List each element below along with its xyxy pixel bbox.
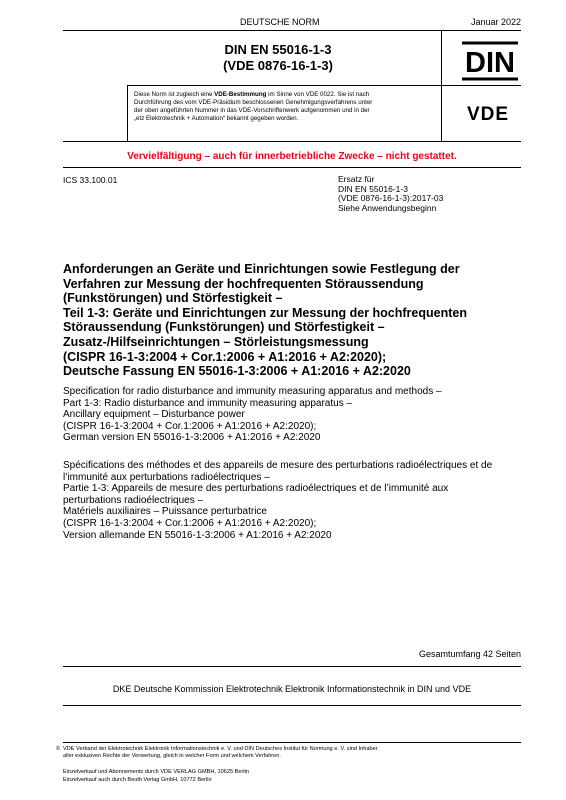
note-bold: VDE-Bestimmung xyxy=(214,91,267,98)
warning-divider xyxy=(63,167,521,168)
sales-line: Einzelverkauf und Abonnements durch VDE VERLAG GMBH, 10625 Berlin xyxy=(63,769,249,775)
title-de-line: Anforderungen an Geräte und Einrichtungen sowie Festlegung der xyxy=(63,262,460,276)
title-fr-line: Matériels auxiliaires – Puissance perturbatrice xyxy=(63,506,267,518)
dke-commission: DKE Deutsche Kommission Elektrotechnik Elektronik Informationstechnik in DIN und VDE xyxy=(112,684,472,694)
header-divider xyxy=(63,30,521,31)
note-left-divider xyxy=(127,85,128,141)
reproduction-warning: Vervielfältigung – auch für innerbetriebliche Zwecke – nicht gestattet. xyxy=(127,151,457,162)
note-line4: „etz Elektrotechnik + Automation“ bekannt gegeben worden. xyxy=(134,115,299,122)
title-de-line: (CISPR 16-1-3:2004 + Cor.1:2006 + A1:2016 + A2:2020); xyxy=(63,349,387,364)
replacement-line: (VDE 0876-16-1-3):2017-03 xyxy=(338,193,444,204)
publication-date: Januar 2022 xyxy=(470,17,521,27)
title-fr-line: l’immunité aux perturbations radioélectriques – xyxy=(63,471,270,483)
copyright-line1: VDE Verband der Elektrotechnik Elektronik Informationstechnik e. V. und DIN Deutsches Institut für Normung e. V. sind Inhaber xyxy=(63,746,378,752)
title-en-line: German version EN 55016-1-3:2006 + A1:2016 + A2:2020 xyxy=(63,432,321,444)
title-en-line: Specification for radio disturbance and immunity measuring apparatus and methods – xyxy=(63,386,442,397)
title-english xyxy=(63,386,533,444)
title-de-line: Deutsche Fassung EN 55016-1-3:2006 + A1:2016 + A2:2020 xyxy=(63,364,411,379)
replacement-line: Siehe Anwendungsbeginn xyxy=(338,202,437,213)
din-logo-text: DIN xyxy=(465,47,515,79)
title-de-line: (Funkstörungen) und Störfestigkeit – xyxy=(63,291,283,306)
sales-line: Einzelverkauf auch durch Beuth Verlag GmbH, 10772 Berlin xyxy=(63,776,212,783)
footer-divider-top xyxy=(63,666,521,667)
vde-logo-text: VDE xyxy=(466,104,510,123)
footer-divider-mid xyxy=(63,705,521,706)
title-german xyxy=(63,262,533,379)
title-en-line: (CISPR 16-1-3:2004 + Cor.1:2006 + A1:2016 + A2:2020); xyxy=(63,420,317,432)
note-line1-rest: im Sinne von VDE 0022. Sie ist nach xyxy=(266,91,370,98)
replacement-info xyxy=(338,175,443,213)
vde-logo xyxy=(453,103,523,123)
vde-regulation-note xyxy=(134,91,432,123)
title-de-line: Verfahren zur Messung der hochfrequenten Störaussendung xyxy=(63,276,424,291)
title-fr-line: Version allemande EN 55016-1-3:2006 + A1:2016 + A2:2020 xyxy=(63,529,332,541)
copyright-line2: aller exklusiven Rechte der Verwertung, gleich in welcher Form und welchem Verfahren. xyxy=(63,753,281,759)
title-fr-line: perturbations radioélectriques – xyxy=(63,494,204,506)
document-number-vde: (VDE 0876-16-1-3) xyxy=(223,58,333,73)
note-line3: der oben angeführten Nummer in das VDE-Vorschriftenwerk aufgenommen und in der xyxy=(134,107,370,114)
document-number-din: DIN EN 55016-1-3 xyxy=(224,42,332,57)
note-bottom-divider xyxy=(63,141,521,142)
din-logo xyxy=(460,41,520,81)
note-line2: Durchführung des vom VDE-Präsidium beschlossenen Genehmigungsverfahrens unter xyxy=(134,99,373,106)
title-fr-line: Spécifications des méthodes et des appareils de mesure des perturbations radioélectriques et de xyxy=(63,460,493,471)
copyright-notice xyxy=(56,746,523,760)
title-fr-line: Partie 1-3: Appareils de mesure des perturbations radioélectriques et de l’immunité aux xyxy=(63,483,449,495)
standard-type-label: DEUTSCHE NORM xyxy=(240,17,320,27)
title-de-line: Zusatz-/Hilfseinrichtungen – Störleistungsmessung xyxy=(63,334,369,349)
copyright-symbol: © xyxy=(56,746,61,752)
title-de-line: Teil 1-3: Geräte und Einrichtungen zur Messung der hochfrequenten xyxy=(63,305,467,320)
footer-divider-bottom xyxy=(63,742,521,743)
title-de-line: Störaussendung (Funkstörungen) und Störfestigkeit – xyxy=(63,320,385,335)
title-en-line: Ancillary equipment – Disturbance power xyxy=(63,409,245,421)
replacement-line: Ersatz für xyxy=(338,174,375,184)
replacement-line: DIN EN 55016-1-3 xyxy=(338,183,408,194)
note-prefix: Diese Norm ist zugleich eine xyxy=(134,91,215,98)
logo-column-divider xyxy=(441,31,442,141)
note-top-divider xyxy=(127,85,521,86)
sales-info xyxy=(63,769,249,784)
title-en-line: Part 1-3: Radio disturbance and immunity measuring apparatus – xyxy=(63,397,353,409)
ics-code: ICS 33.100.01 xyxy=(63,175,118,185)
title-fr-line: (CISPR 16-1-3:2004 + Cor.1:2006 + A1:2016 + A2:2020); xyxy=(63,517,317,529)
total-pages: Gesamtumfang 42 Seiten xyxy=(418,649,521,659)
document-number xyxy=(120,42,436,74)
title-french xyxy=(63,460,533,541)
